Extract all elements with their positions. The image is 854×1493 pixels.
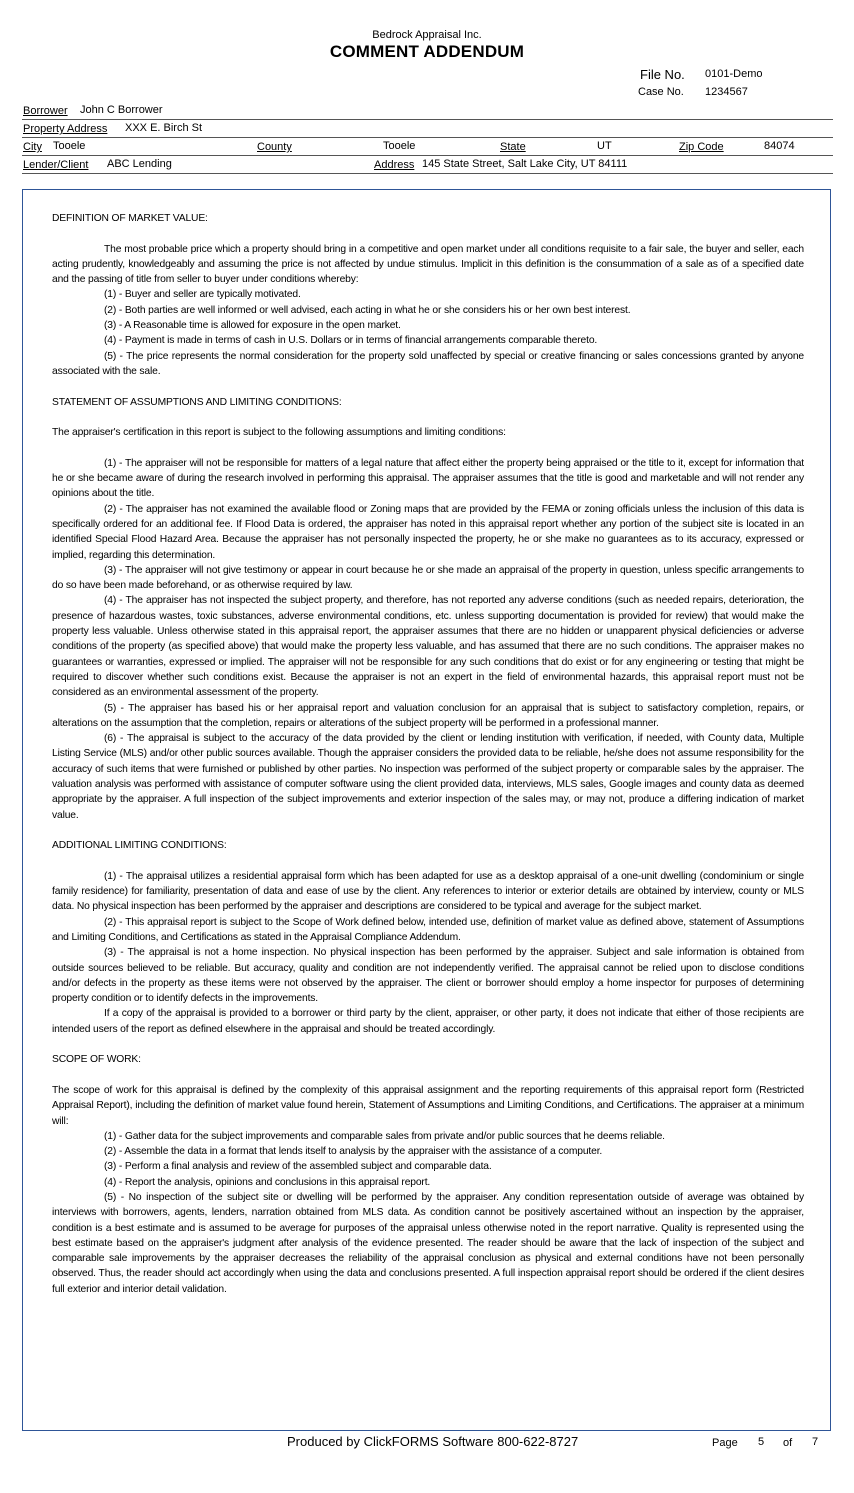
list-item: (2) - Both parties are well informed or well advised, each acting in what he or she considers his or her own best interest. [104,304,631,316]
list-item: (1) - The appraiser will not be responsible for matters of a legal nature that affect either the property being appraised or the title to it, except for information that he or she became aware of during the research involved in performing this appraisal. The appraiser assumes that the title is good and marketable and will not render any opinions about the title. [52,457,804,500]
list-item: (2) - The appraiser has not examined the available flood or Zoning maps that are provided by the FEMA or zoning officials unless the inclusion of this data is specifically ordered for an additional fee. If Flood Data is ordered, the appraiser has noted in this appraisal report whether any portion of the subject site is located in an identified Special Flood Hazard Area. Because the appraiser has not personally inspected the property, he or she make no guarantees as to its accuracy, expressed or implied, regarding this determination. [52,503,804,561]
lender-address-label: Address [374,159,415,171]
company-name: Bedrock Appraisal Inc. [372,29,482,41]
lender-value: ABC Lending [107,158,172,170]
assumptions-intro: The appraiser's certification in this report is subject to the following assumptions and limiting conditions: [52,427,506,439]
page-title: COMMENT ADDENDUM [329,42,525,61]
state-label: State [500,141,526,153]
borrower-value: John C Borrower [80,104,163,116]
page-number: 5 [758,1436,765,1448]
list-item: (3) - The appraiser will not give testimony or appear in court because he or she made an appraisal of the property in question, unless specific arrangements to do so have been made beforehand, or as otherwise required by law. [52,564,804,592]
list-item: (2) - Assemble the data in a format that lends itself to analysis by the appraiser with the assistance of a computer. [104,1146,603,1158]
file-no-label: File No. [640,67,685,82]
market-value-intro: The most probable price which a property should bring in a competitive and open market under all conditions requisite to a fair sale, the buyer and seller, each acting prudently, knowledgeably and assuming the price is not affected by undue stimulus. Implicit in this definition is the consummation of a sale as of a specified date and the passing of title from seller to buyer under conditions whereby: [52,243,804,286]
row-rule [22,173,833,174]
section-heading: DEFINITION OF MARKET VALUE: [52,213,208,224]
property-address-value: XXX E. Birch St [125,122,203,134]
section-heading: STATEMENT OF ASSUMPTIONS AND LIMITING CONDITIONS: [52,396,342,408]
list-item: (5) - No inspection of the subject site or dwelling will be performed by the appraiser. Any condition representation outside of average was obtained by interviews with borrowers, agents, lenders, narration obtained from MLS data. As condition cannot be positively ascertained without an inspection by the appraiser, condition is a best estimate and is assumed to be average for purposes of the appraisal unless otherwise noted in the report narrative. Quality is represented using the best estimate based on the appraiser's judgment after analysis of the evidence presented. The reader should be aware that the lack of inspection of the subject and comparable sale improvements by the appraiser decreases the reliability of the appraisal conclusion as physical and external conditions have not been personally observed. Thus, the reader should act accordingly when using the data and conclusions presented. A full inspection appraisal report should be ordered if the client desires full exterior and interior detail validation. [52,1192,804,1295]
list-item: (6) - The appraisal is subject to the accuracy of the data provided by the client or lending institution with verification, if needed, with County data, Multiple Listing Service (MLS) and/or other public sources available. Though the appraiser considers the provided data to be reliable, he/she does not assume responsibility for the accuracy of such items that were furnished or published by other parties. No inspection was performed of the subject property or comparable sales by the appraiser. The valuation analysis was performed with assistance of computer software using the client provided data, interviews, MLS sales, Google images and county data as deemed appropriate by the appraiser. A full inspection of the subject improvements and exterior inspection of the sales may, or may not, produce a differing indication of market value. [52,733,804,821]
section-heading: ADDITIONAL LIMITING CONDITIONS: [52,840,227,852]
list-item: (1) - The appraisal utilizes a residential appraisal form which has been adapted for use as a desktop appraisal of a one-unit dwelling (condominium or single family residence) for familiarity, presentation of data and ease of use by the client. Any references to interior or exterior details are obtained by interview, county or MLS data. No physical inspection has been performed by the appraiser and descriptions are considered to be typical and average for the subject market. [52,870,804,913]
list-item: (1) - Gather data for the subject improvements and comparable sales from private and/or public sources that he deems reliable. [104,1130,665,1142]
list-item: (1) - Buyer and seller are typically motivated. [104,289,301,301]
list-item: (4) - The appraiser has not inspected the subject property, and therefore, has not reported any adverse conditions (such as needed repairs, deterioration, the presence of hazardous wastes, toxic substances, adverse environmental conditions, etc. unless supporting documentation is provided for review) that would make the property less valuable. Unless otherwise stated in this appraisal report, the appraiser assumes that there are no hidden or unapparent physical deficiencies or adverse conditions of the property (as specified above) that would make the property less valuable, and has assumed that there are no such conditions. The appraiser makes no guarantees or warranties, expressed or implied. The appraiser will not be responsible for any such conditions that do exist or for any engineering or testing that might be required to discover whether such conditions exist. Because the appraiser is not an expert in the field of environmental hazards, this appraisal report must not be considered as an environmental assessment of the property. [52,595,804,699]
section-heading: SCOPE OF WORK: [52,1054,141,1066]
row-rule [22,155,833,156]
total-pages: 7 [812,1436,819,1448]
list-item: (3) - Perform a final analysis and review of the assembled subject and comparable data. [104,1161,492,1173]
case-no-label: Case No. [638,86,684,98]
borrower-label: Borrower [23,105,68,117]
list-item: (2) - This appraisal report is subject to the Scope of Work defined below, intended use, definition of market value as defined above, statement of Assumptions and Limiting Conditions, and Certifications as stated in the Appraisal Compliance Addendum. [52,916,804,943]
city-value: Tooele [53,140,86,152]
county-value: Tooele [383,140,416,152]
row-rule [22,137,833,138]
page-label: Page [712,1437,738,1449]
case-no-value: 1234567 [705,86,748,98]
lender-label: Lender/Client [23,159,89,171]
state-value: UT [597,140,612,152]
list-item: If a copy of the appraisal is provided to a borrower or third party by the client, appraiser, or other party, it does not indicate that either of those recipients are intended users of the report as defined elsewhere in the appraisal and should be treated accordingly. [52,1008,804,1035]
list-item: (4) - Payment is made in terms of cash in U.S. Dollars or in terms of financial arrangements comparable thereto. [104,335,598,347]
produced-by: Produced by ClickFORMS Software 800-622-8727 [287,1434,579,1449]
county-label: County [257,141,292,153]
list-item: (3) - The appraisal is not a home inspection. No physical inspection has been performed by the appraiser. Subject and sale information is obtained from outside sources believed to be reliable. But accuracy, quality and condition are not independently verified. The appraisal cannot be relied upon to disclose conditions and/or defects in the property as these items were not observed by the appraiser. The client or borrower should employ a home inspector for purposes of determining property condition or to identify defects in the improvements. [52,947,804,1005]
file-no-value: 0101-Demo [705,68,763,80]
property-address-label: Property Address [23,123,108,135]
list-item: (5) - The price represents the normal consideration for the property sold unaffected by special or creative financing or sales concessions granted by anyone associated with the sale. [52,350,804,377]
list-item: (5) - The appraiser has based his or her appraisal report and valuation conclusion for an appraisal that is subject to satisfactory completion, repairs, or alterations on the assumption that the completion, repairs or alterations of the subject property will be performed in a professional manner. [52,702,804,729]
list-item: (3) - A Reasonable time is allowed for exposure in the open market. [104,320,401,332]
row-rule [22,119,833,120]
lender-address-value: 145 State Street, Salt Lake City, UT 84111 [422,158,628,170]
zip-label: Zip Code [679,141,724,153]
of-label: of [783,1437,793,1449]
list-item: (4) - Report the analysis, opinions and conclusions in this appraisal report. [104,1176,431,1188]
city-label: City [23,141,42,153]
comment-text [52,211,804,1297]
scope-intro: The scope of work for this appraisal is defined by the complexity of this appraisal assignment and the reporting requirements of this appraisal report form (Restricted Appraisal Report), including the definition of market value found herein, Statement of Assumptions and Limiting Conditions, and Certifications. The appraiser at a minimum will: [52,1084,804,1127]
zip-value: 84074 [764,140,795,152]
